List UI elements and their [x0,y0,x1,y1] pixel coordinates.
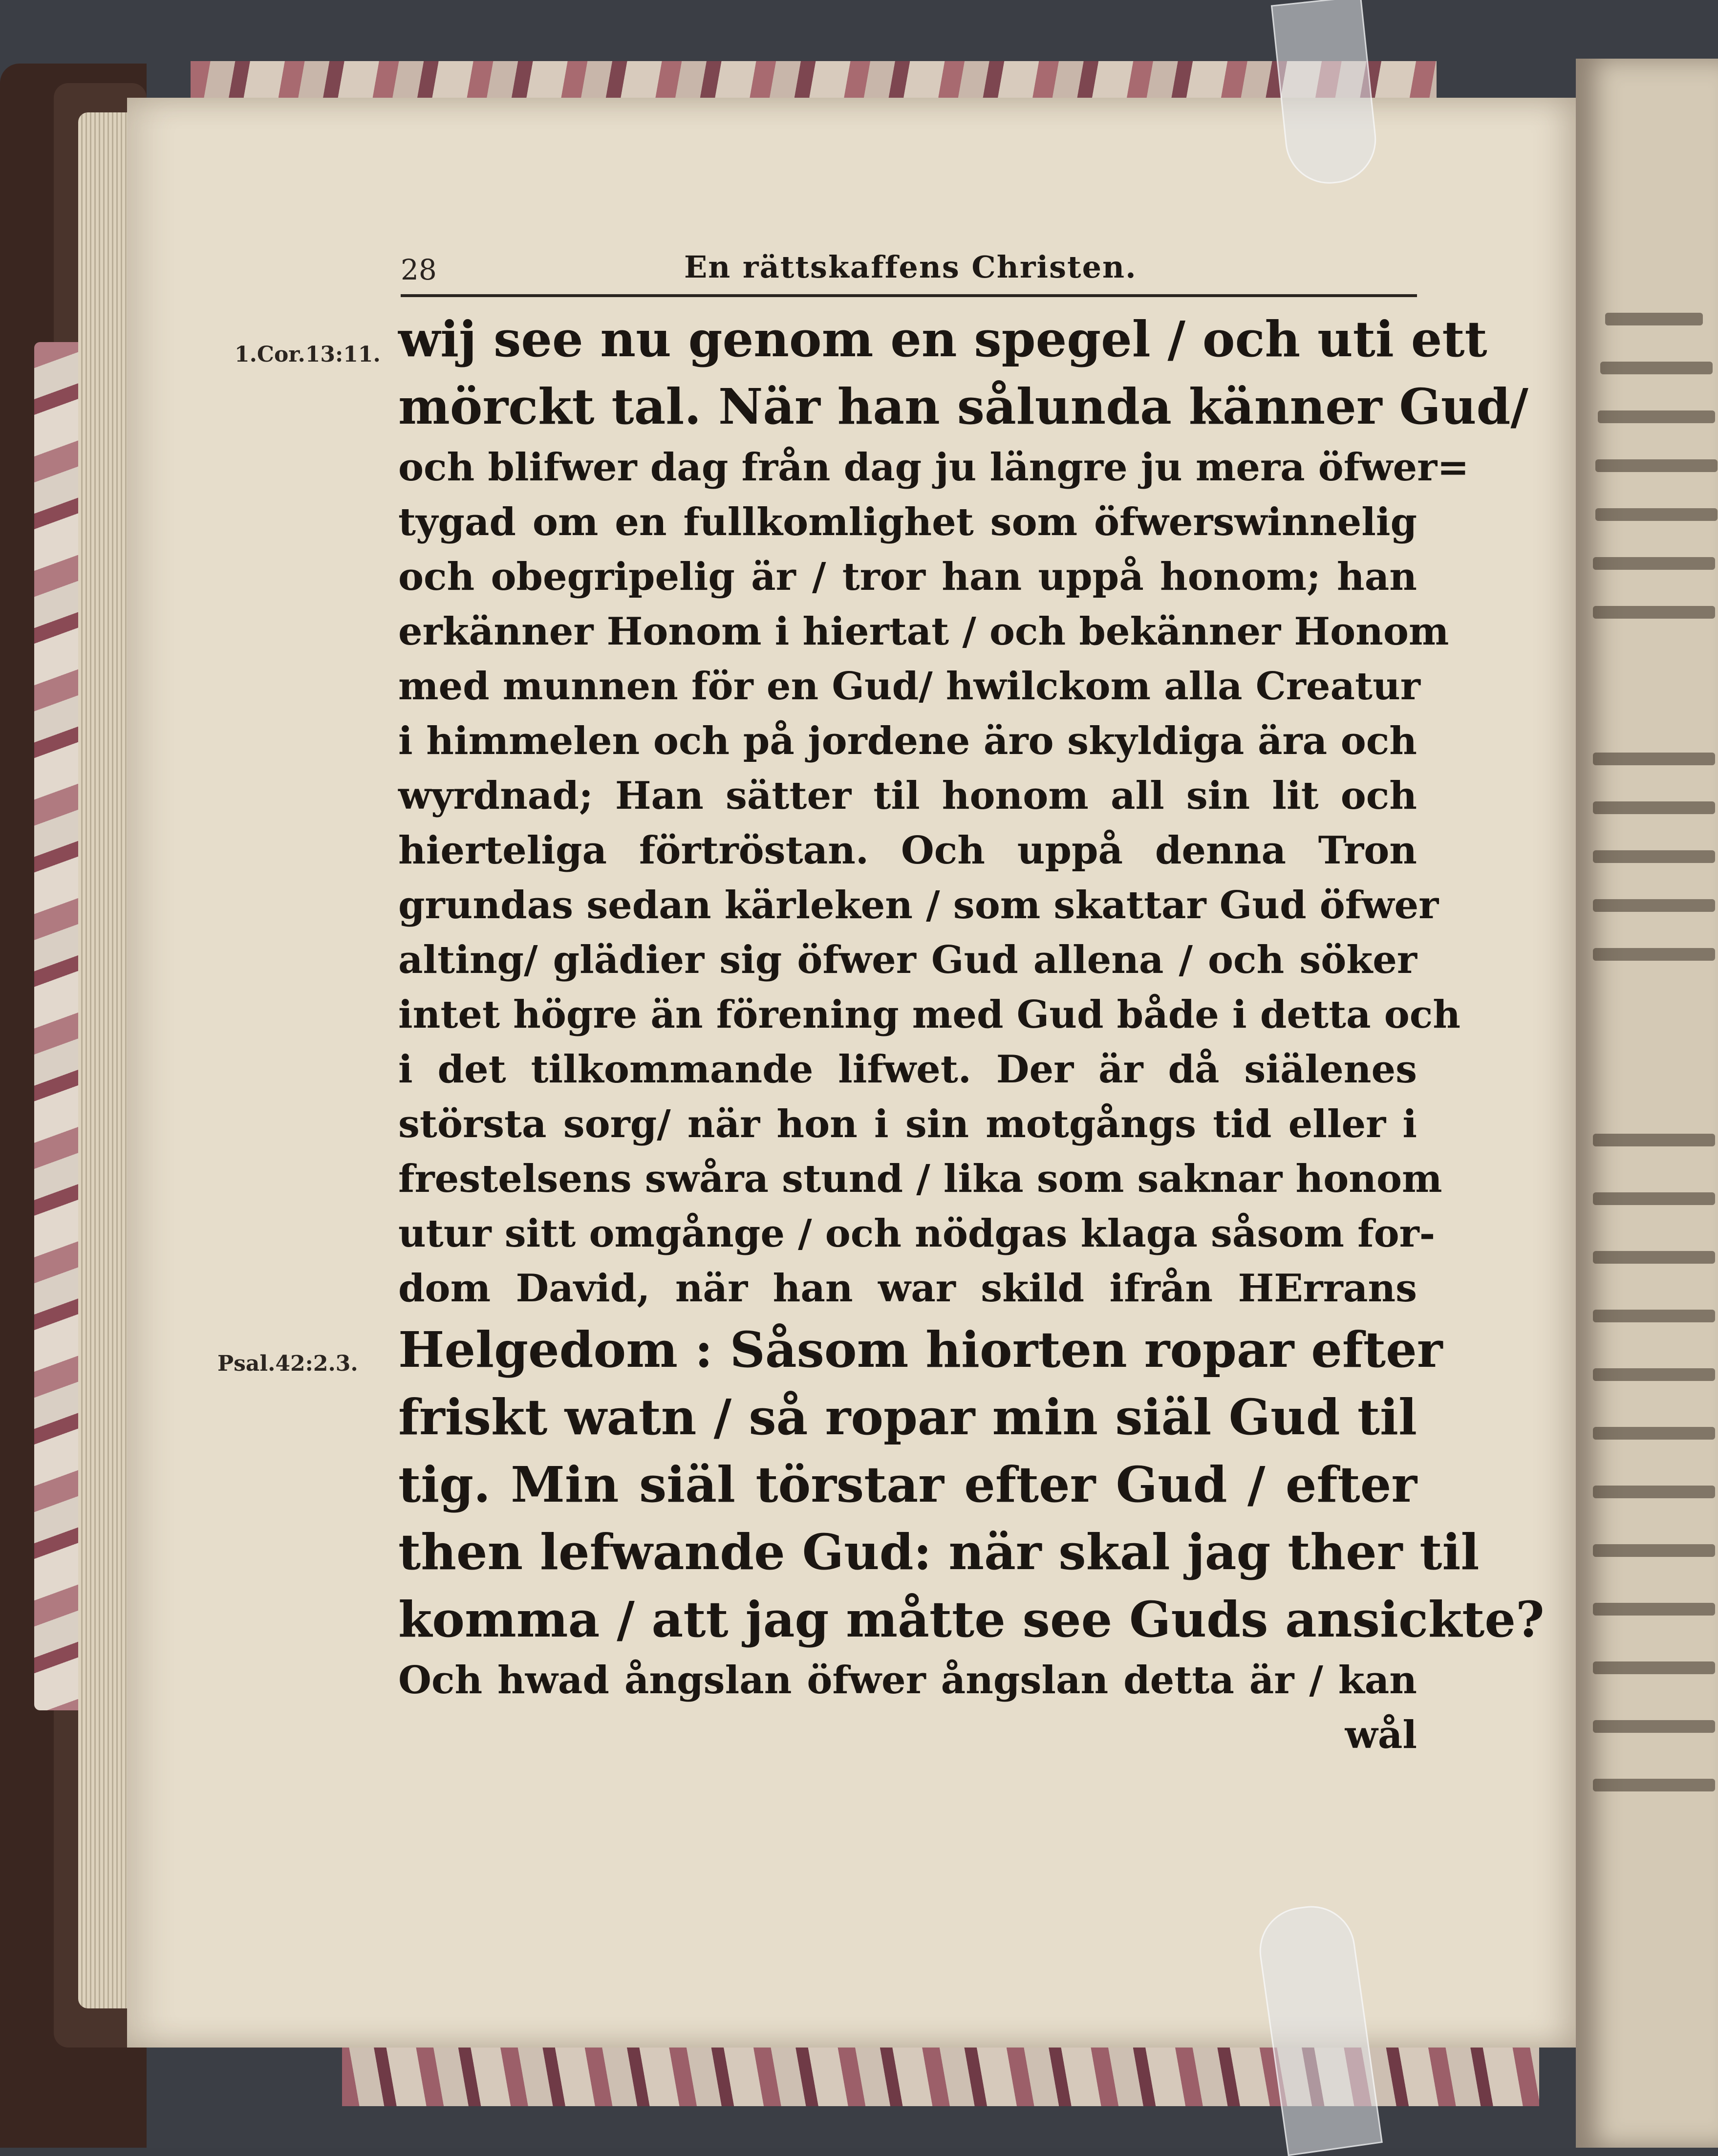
facing-text-fragment [1600,362,1713,374]
facing-text-fragment [1593,557,1715,570]
facing-text-fragment [1593,1368,1715,1381]
text-line: frestelsens swåra stund / lika som saknar honom [398,1157,1442,1201]
text-line: erkänner Honom i hiertat / och bekänner Honom [398,609,1449,654]
margin-reference-psal: Psal.42:2.3. [217,1351,358,1376]
facing-text-fragment [1593,850,1715,863]
facing-text-fragment [1605,313,1703,325]
text-line: then lefwande Gud: när skal jag ther til [398,1523,1480,1581]
facing-text-fragment [1593,1544,1715,1557]
page-number: 28 [401,253,437,286]
facing-text-fragment [1593,1486,1715,1498]
text-line: friskt watn / så ropar min siäl Gud til [398,1388,1417,1446]
text-line: i himmelen och på jordene äro skyldiga ära och [398,719,1417,763]
facing-text-fragment [1593,801,1715,814]
text-line: dom David, när han war skild ifrån HErrans [398,1266,1417,1311]
facing-text-fragment [1593,606,1715,619]
text-line: tig. Min siäl törstar efter Gud / efter [398,1456,1417,1513]
facing-page [1576,59,1718,2148]
text-line: intet högre än förening med Gud både i detta och [398,992,1460,1037]
text-line: alting/ glädier sig öfwer Gud allena / och söker [398,938,1417,982]
text-line: Helgedom : Såsom hiorten ropar efter [398,1321,1443,1379]
margin-reference-cor: 1.Cor.13:11. [235,342,381,367]
facing-text-fragment [1593,753,1715,765]
text-line: med munnen för en Gud/ hwilckom alla Creatur [398,664,1420,709]
facing-text-fragment [1593,1779,1715,1791]
text-line: grundas sedan kärleken / som skattar Gud öfwer [398,883,1439,927]
text-line: utur sitt omgånge / och nödgas klaga såsom for- [398,1211,1436,1256]
page-header [401,249,1417,298]
text-line: hierteliga förtröstan. Och uppå denna Tron [398,828,1417,873]
text-line: komma / att jag måtte see Guds ansickte? [398,1591,1545,1648]
body-text [398,305,1545,1763]
text-line: och blifwer dag från dag ju längre ju mera öfwer= [398,445,1469,490]
text-line: Och hwad ångslan öfwer ångslan detta är / kan [398,1658,1417,1703]
catchword: wål [1345,1713,1417,1757]
text-line: och obegripelig är / tror han uppå honom; han [398,555,1417,599]
facing-text-fragment [1593,1134,1715,1146]
header-rule [401,294,1417,297]
facing-text-fragment [1593,1661,1715,1674]
facing-text-fragment [1593,1427,1715,1440]
facing-text-fragment [1593,948,1715,961]
text-line: största sorg/ när hon i sin motgångs tid eller i [398,1102,1417,1146]
text-line: wij see nu genom en spegel / och uti ett [398,310,1487,368]
running-title: En rättskaffens Christen. [684,249,1137,285]
facing-text-fragment [1593,1251,1715,1264]
text-line: mörckt tal. När han sålunda känner Gud/ [398,378,1528,435]
text-line: tygad om en fullkomlighet som öfwerswinnelig [398,500,1417,544]
facing-text-fragment [1593,1192,1715,1205]
text-line: i det tilkommande lifwet. Der är då siälenes [398,1047,1417,1092]
text-line: wyrdnad; Han sätter til honom all sin lit och [398,774,1417,818]
facing-text-fragment [1593,1603,1715,1616]
facing-text-fragment [1593,1720,1715,1733]
facing-text-fragment [1598,410,1715,423]
facing-text-fragment [1595,508,1718,521]
facing-text-fragment [1593,1310,1715,1322]
facing-text-fragment [1593,899,1715,912]
facing-text-fragment [1595,459,1718,472]
